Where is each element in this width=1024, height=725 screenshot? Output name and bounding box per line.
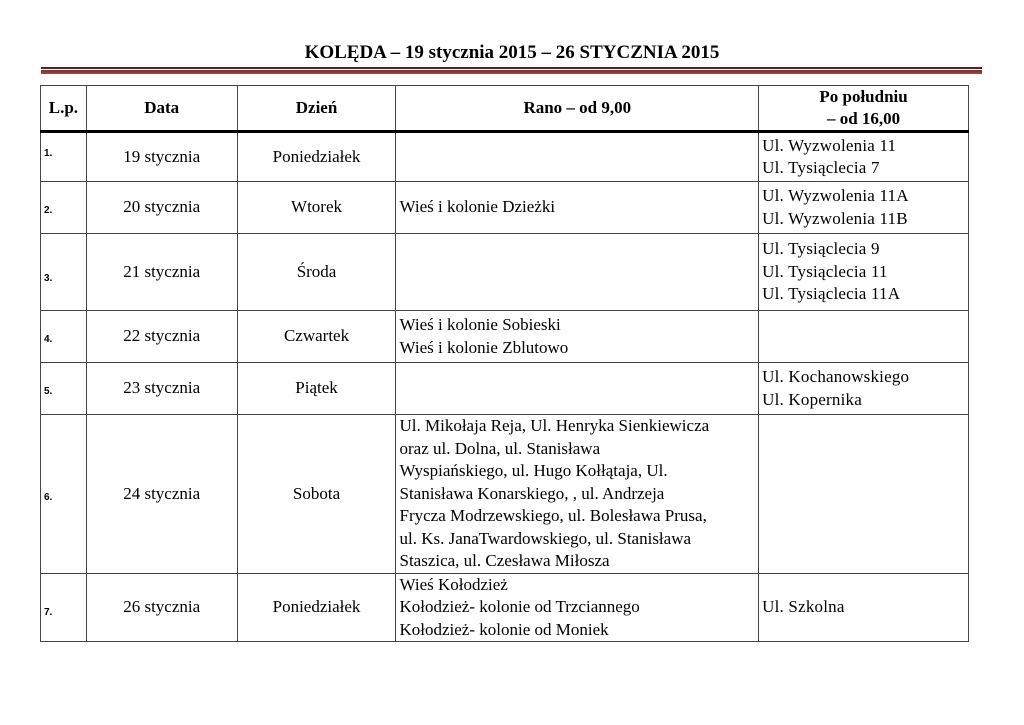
row-date: 24 stycznia [86,415,237,574]
row-afternoon [759,182,969,234]
morning-location: Kołodzież- kolonie od Moniek [399,619,609,639]
row-afternoon [759,415,969,574]
morning-street: Ul. Mikołaja Reja, Ul. Henryka Sienkiewicza [399,416,710,435]
schedule-table [40,85,969,642]
row-morning [396,363,759,415]
row-afternoon [759,311,969,363]
row-day: Piątek [237,363,396,415]
afternoon-address: Ul. Wyzwolenia 11B [762,208,908,228]
afternoon-address: Ul. Wyzwolenia 11 [762,135,897,155]
row-morning [396,234,759,311]
row-day: Czwartek [237,311,396,363]
row-day: Środa [237,234,396,311]
afternoon-address: Ul. Kochanowskiego [762,367,910,386]
table-row [41,363,969,415]
row-date: 21 stycznia [86,234,237,311]
morning-street: Frycza Modrzewskiego, ul. Bolesława Prusa, [399,506,707,525]
header-row [41,86,969,132]
header-date: Data [86,86,237,132]
table-row [41,182,969,234]
afternoon-address: Ul. Tysiąclecia 11 [762,261,888,281]
table-row [41,415,969,574]
header-morning: Rano – od 9,00 [396,86,759,132]
morning-location: Wieś Kołodzież [399,574,508,594]
row-day: Poniedziałek [237,132,396,182]
row-day: Poniedziałek [237,573,396,642]
morning-street: Stanisława Konarskiego, , ul. Andrzeja [399,483,665,503]
row-number: 4. [41,311,87,363]
morning-street: Staszica, ul. Czesława Miłosza [399,551,610,570]
morning-street: oraz ul. Dolna, ul. Stanisława [399,438,601,458]
morning-street: Wyspiańskiego, ul. Hugo Kołłątaja, Ul. [399,461,668,480]
row-number: 1. [41,132,87,182]
row-morning [396,132,759,182]
table-row [41,132,969,182]
row-number: 7. [41,573,87,642]
morning-location: Wieś i kolonie Zblutowo [399,337,569,357]
morning-location: Wieś i kolonie Sobieski [399,315,561,334]
table-row [41,234,969,311]
header-afternoon [759,86,969,132]
row-date: 22 stycznia [86,311,237,363]
row-morning [396,573,759,642]
row-morning [396,311,759,363]
table-row [41,311,969,363]
row-afternoon [759,573,969,642]
row-afternoon [759,363,969,415]
afternoon-address: Ul. Tysiąclecia 9 [762,239,880,259]
row-number: 3. [41,234,87,311]
row-date: 26 stycznia [86,573,237,642]
title-underline [41,67,982,74]
row-number: 6. [41,415,87,574]
header-day: Dzień [237,86,396,132]
morning-location: Wieś i kolonie Dzieżki [399,197,556,217]
afternoon-address: Ul. Szkolna [762,597,845,616]
header-lp: L.p. [41,86,87,132]
row-morning [396,415,759,574]
afternoon-address: Ul. Tysiąclecia 7 [762,158,880,177]
row-date: 23 stycznia [86,363,237,415]
morning-street: ul. Ks. JanaTwardowskiego, ul. Stanisława [399,528,692,548]
afternoon-address: Ul. Tysiąclecia 11A [762,284,901,304]
table-row [41,573,969,642]
header-afternoon-line1: Po południu [819,87,908,106]
row-number: 2. [41,182,87,234]
morning-location: Kołodzież- kolonie od Trzciannego [399,597,640,616]
header-afternoon-line2: – od 16,00 [826,109,901,128]
afternoon-address: Ul. Wyzwolenia 11A [762,186,909,205]
row-afternoon [759,234,969,311]
row-date: 19 stycznia [86,132,237,182]
row-number: 5. [41,363,87,415]
row-day: Sobota [237,415,396,574]
row-date: 20 stycznia [86,182,237,234]
afternoon-address: Ul. Kopernika [762,389,862,409]
row-day: Wtorek [237,182,396,234]
row-morning [396,182,759,234]
page-title: KOLĘDA – 19 stycznia 2015 – 26 STYCZNIA 2015 [304,42,720,63]
row-afternoon [759,132,969,182]
